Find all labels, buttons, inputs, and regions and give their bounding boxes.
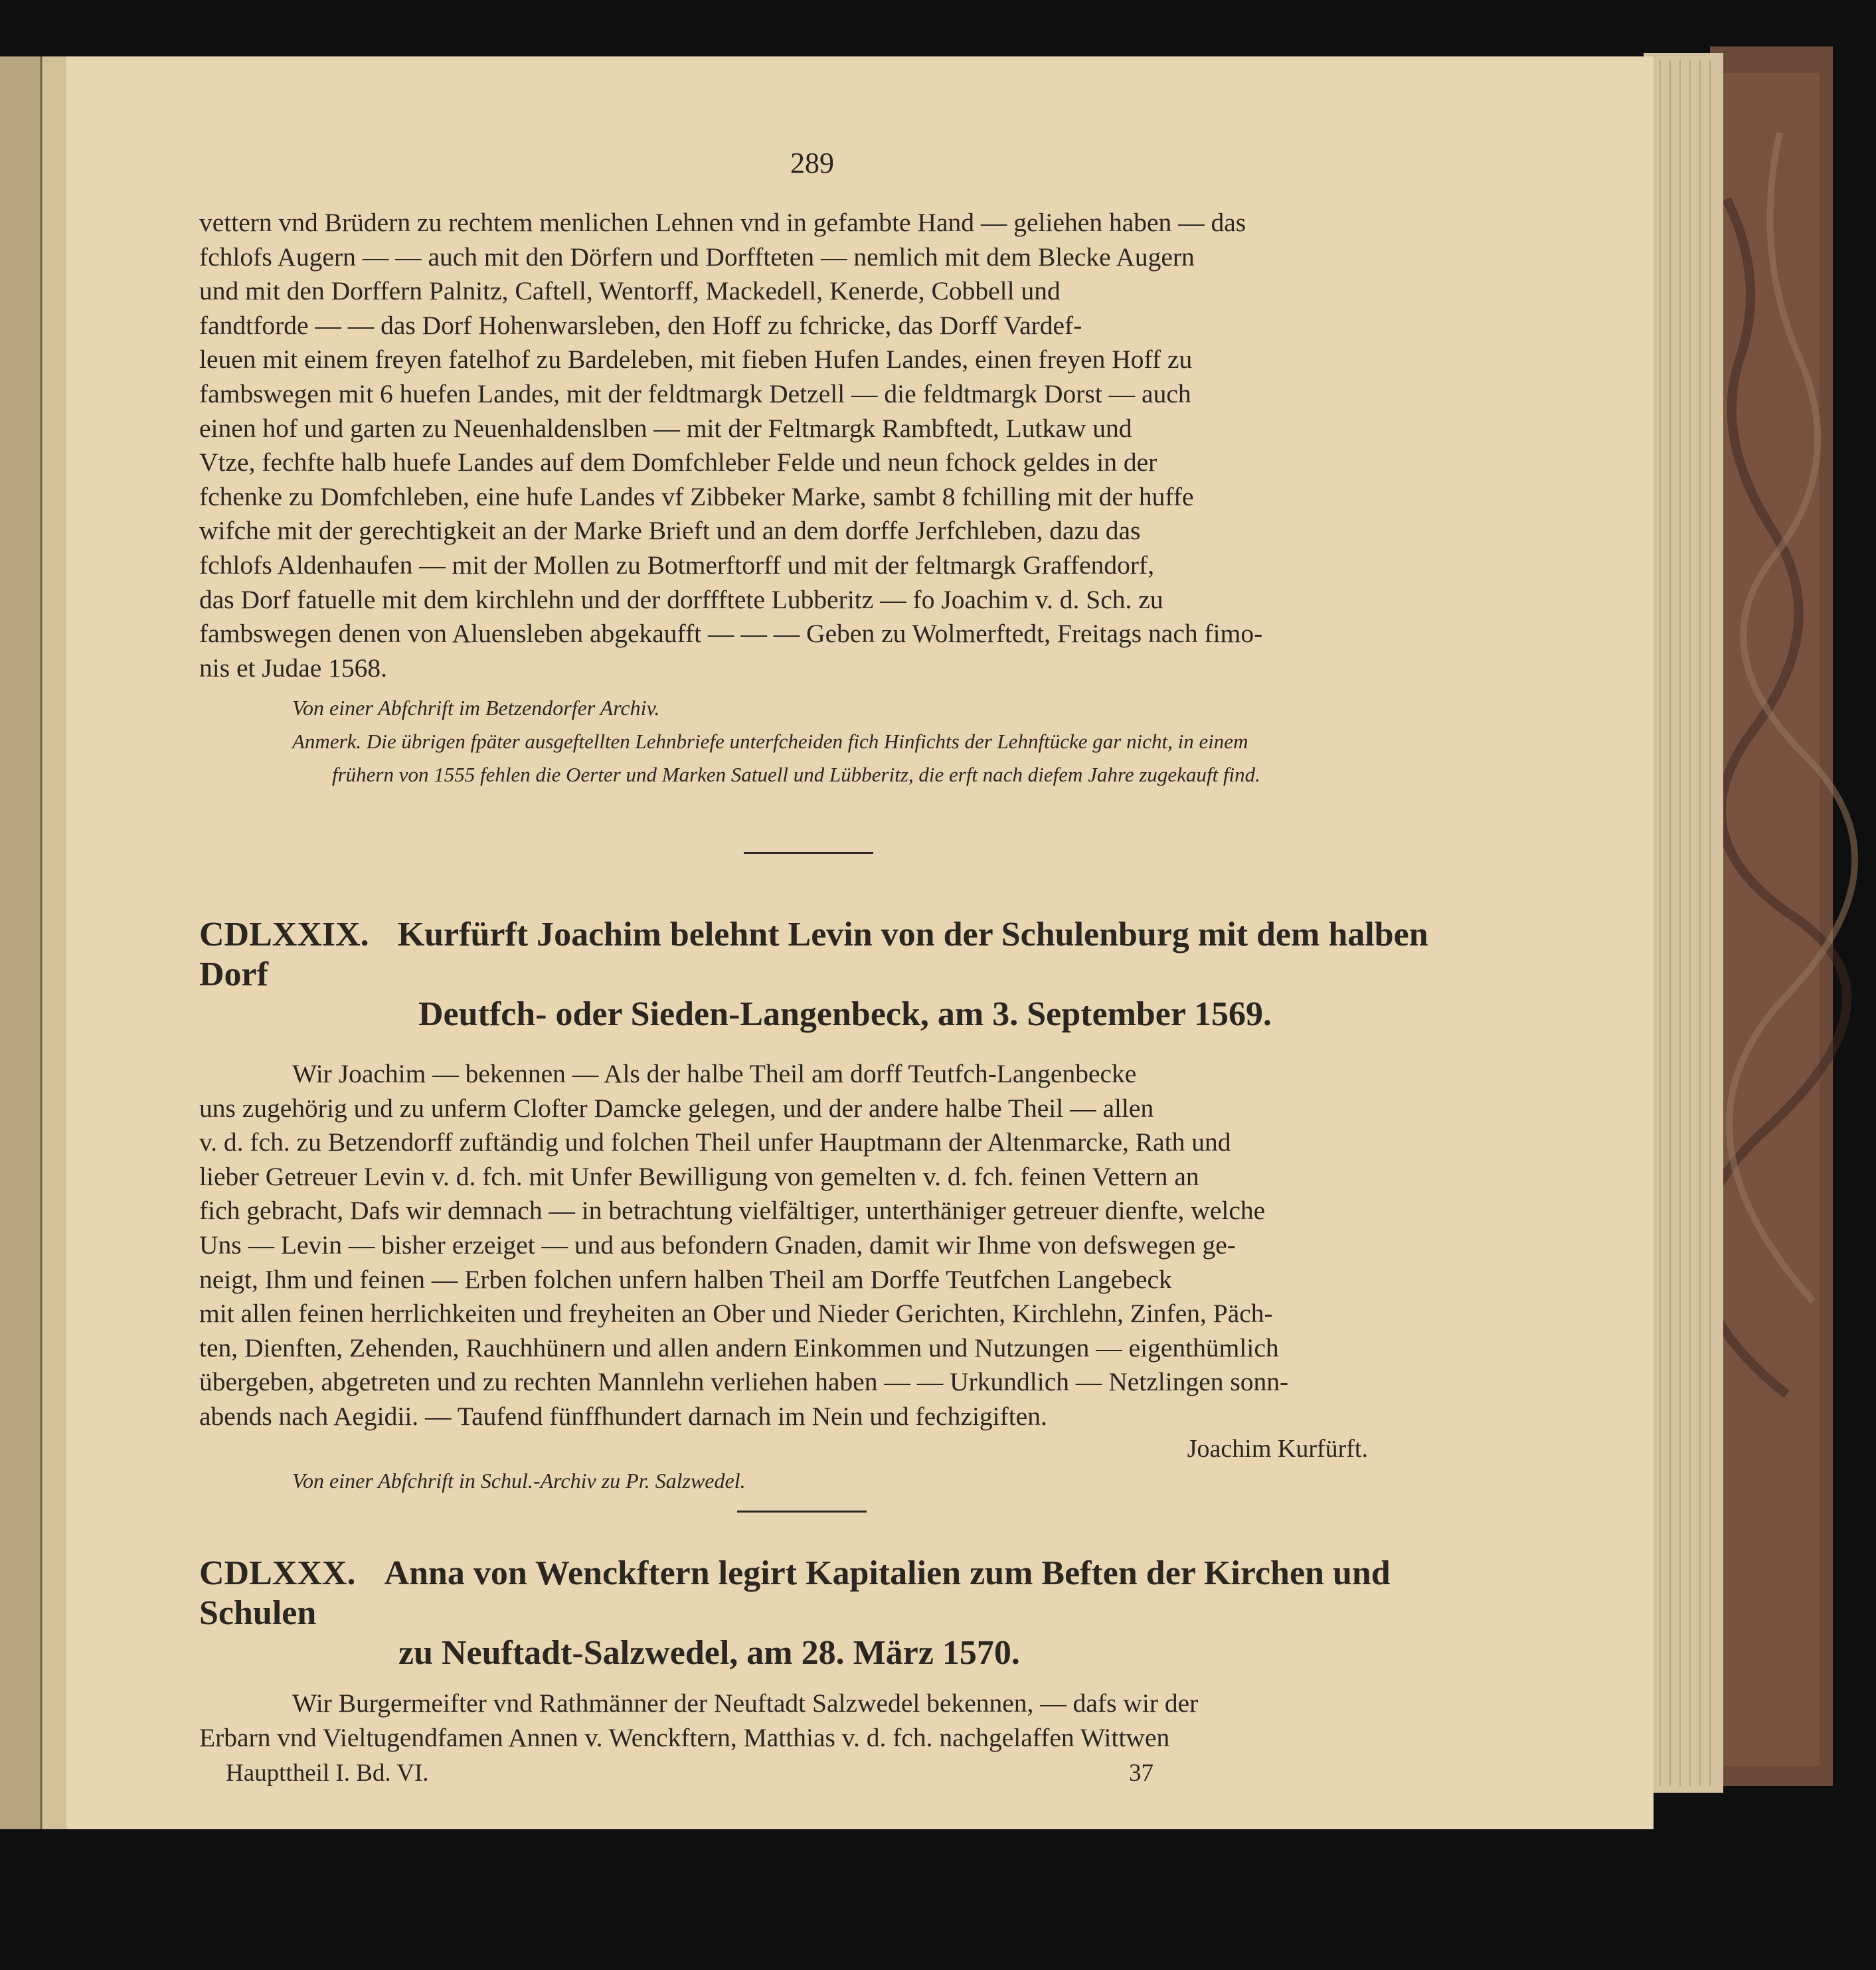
text-line: wifche mit der gerechtigkeit an der Marke Brieft und an dem dorffe Jerfchleben, dazu das xyxy=(199,516,1141,546)
text-line: fich gebracht, Dafs wir demnach — in betrachtung vielfältiger, unterthäniger getreuer dienfte, welche xyxy=(199,1196,1266,1226)
signature-mark: Haupttheil I. Bd. VI. xyxy=(226,1760,429,1787)
annotation-line: frühern von 1555 fehlen die Oerter und Marken Satuell und Lübberitz, die erft nach diefem Jahre zugekauft find. xyxy=(332,763,1260,787)
document-number: CDLXXIX. xyxy=(199,916,369,953)
document-title-continued: Deutfch- oder Sieden-Langenbeck, am 3. September 1569. xyxy=(418,995,1272,1033)
text-line: abends nach Aegidii. — Taufend fünffhundert darnach im Nein und fechzigiften. xyxy=(199,1401,1047,1431)
text-line: mit allen feinen herrlichkeiten und freyheiten an Ober und Nieder Gerichten, Kirchlehn, Zinfen, Päch- xyxy=(199,1299,1273,1329)
text-line: uns zugehörig und zu unferm Clofter Damcke gelegen, und der andere halbe Theil — allen xyxy=(199,1093,1154,1123)
section-divider xyxy=(737,1511,867,1513)
text-line: v. d. fch. zu Betzendorff zuftändig und folchen Theil unfer Hauptmann der Altenmarcke, Rath und xyxy=(199,1127,1231,1157)
document-cdlxxix xyxy=(199,915,1434,1498)
text-line: fchenke zu Domfchleben, eine hufe Landes vf Zibbeker Marke, sambt 8 fchilling mit der huffe xyxy=(199,481,1194,511)
document-heading xyxy=(199,1554,1434,1633)
text-line: Wir Joachim — bekennen — Als der halbe Theil am dorff Teutfch-Langenbecke xyxy=(292,1059,1137,1088)
text-line: ten, Dienften, Zehenden, Rauchhünern und allen andern Einkommen und Nutzungen — eigenthümlich xyxy=(199,1333,1279,1362)
text-line: fambswegen mit 6 huefen Landes, mit der feldtmargk Detzell — die feldtmargk Dorst — auch xyxy=(199,378,1191,408)
document-title: Anna von Wenckftern legirt Kapitalien zum Beften der Kirchen und Schulen xyxy=(199,1554,1391,1632)
text-line: einen hof und garten zu Neuenhaldenslben — mit der Feltmargk Rambftedt, Lutkaw und xyxy=(199,413,1132,443)
text-line: Wir Burgermeifter vnd Rathmänner der Neuftadt Salzwedel bekennen, — dafs wir der xyxy=(292,1688,1199,1718)
document-body xyxy=(199,1057,1434,1434)
text-line: nis et Judae 1568. xyxy=(199,653,388,683)
signature-number: 37 xyxy=(1129,1760,1153,1787)
text-line: fchlofs Augern — — auch mit den Dörfern und Dorffteten — nemlich mit dem Blecke Augern xyxy=(199,242,1195,272)
text-line: lieber Getreuer Levin v. d. fch. mit Unfer Bewilligung von gemelten v. d. fch. feinen Vettern an xyxy=(199,1161,1199,1191)
document-signature: Joachim Kurfürft. xyxy=(1187,1434,1368,1463)
text-line: und mit den Dorffern Palnitz, Caftell, Wentorff, Mackedell, Kenerde, Cobbell und xyxy=(199,276,1061,306)
text-line: das Dorf fatuelle mit dem kirchlehn und der dorffftete Lubberitz — fo Joachim v. d. Sch. zu xyxy=(199,584,1163,614)
text-line: fandtforde — — das Dorf Hohenwarsleben, den Hoff zu fchricke, das Dorff Vardef- xyxy=(199,310,1082,340)
document-cdlxxx xyxy=(199,1554,1434,1792)
page-edges xyxy=(1644,53,1723,1793)
text-line: fchlofs Aldenhaufen — mit der Mollen zu Botmerftorff und mit der feltmargk Graffendorf, xyxy=(199,550,1155,580)
document-title: Kurfürft Joachim belehnt Levin von der Schulenburg mit dem halben Dorf xyxy=(199,916,1428,993)
text-line: übergeben, abgetreten und zu rechten Mannlehn verliehen haben — — Urkundlich — Netzlingen sonn- xyxy=(199,1367,1289,1397)
annotation-line: Anmerk. Die übrigen fpäter ausgeftellten Lehnbriefe unterfcheiden fich Hinfichts der Lehnftücke gar nicht, in einem xyxy=(292,730,1248,754)
source-note: Von einer Abfchrift in Schul.-Archiv zu Pr. Salzwedel. xyxy=(292,1468,746,1493)
document-number: CDLXXX. xyxy=(199,1554,356,1592)
page-number: 289 xyxy=(790,147,834,179)
intro-paragraph xyxy=(199,206,1434,685)
text-line: fambswegen denen von Aluensleben abgekaufft — — — Geben zu Wolmerftedt, Freitags nach fimo- xyxy=(199,619,1263,649)
text-line: leuen mit einem freyen fatelhof zu Bardeleben, mit fieben Hufen Landes, einen freyen Hoff zu xyxy=(199,345,1193,374)
text-line: neigt, Ihm und feinen — Erben folchen unfern halben Theil am Dorffe Teutfchen Langebeck xyxy=(199,1264,1172,1294)
page-text-block xyxy=(199,206,1434,791)
section-divider xyxy=(744,852,873,854)
printer-signature-line xyxy=(199,1755,1434,1792)
document-heading xyxy=(199,915,1434,995)
text-line: Vtze, fechfte halb huefe Landes auf dem Domfchleber Felde und neun fchock geldes in der xyxy=(199,448,1157,477)
text-line: Erbarn vnd Vieltugendfamen Annen v. Wenckftern, Matthias v. d. fch. nachgelaffen Wittwen xyxy=(199,1722,1170,1752)
text-line: vettern vnd Brüdern zu rechtem menlichen Lehnen vnd in gefambte Hand — geliehen haben — das xyxy=(199,208,1246,237)
document-body xyxy=(199,1686,1434,1755)
text-line: Uns — Levin — bisher erzeiget — und aus befondern Gnaden, damit wir Ihme von defswegen ge- xyxy=(199,1230,1236,1260)
document-title-continued: zu Neuftadt-Salzwedel, am 28. März 1570. xyxy=(398,1634,1020,1672)
annotation xyxy=(292,725,1434,791)
source-note: Von einer Abfchrift im Betzendorfer Archiv. xyxy=(292,696,660,720)
